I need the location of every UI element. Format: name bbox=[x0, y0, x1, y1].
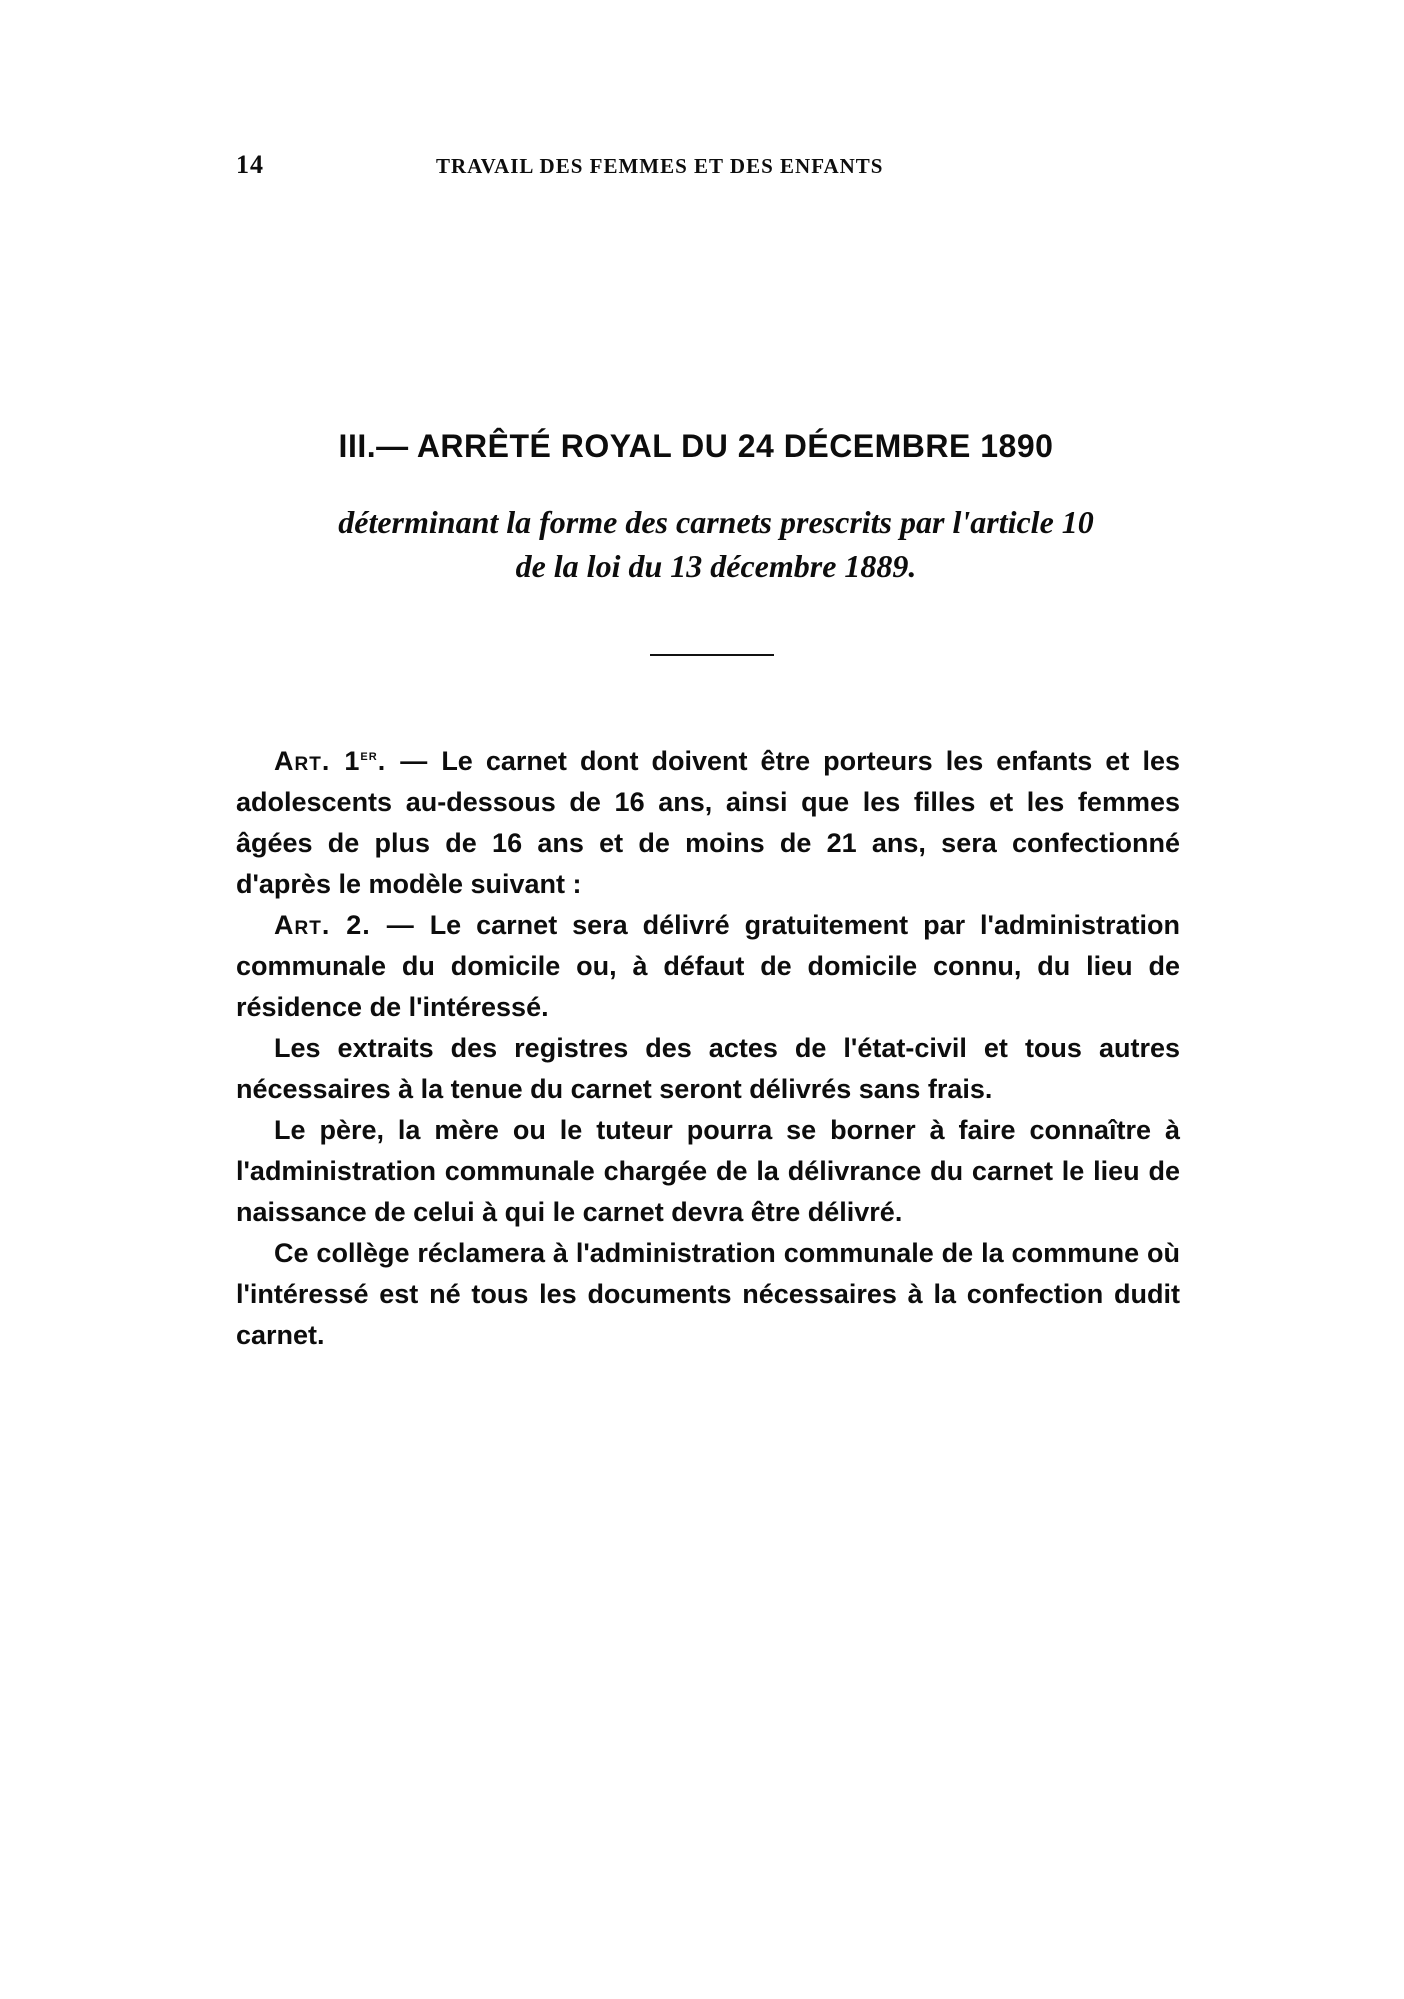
article-1 bbox=[236, 735, 1180, 905]
running-head bbox=[236, 150, 996, 186]
paragraph-college: Ce collège réclamera à l'administration communale de la commune où l'intéressé est né tous les documents nécessaires à la confection dudit carnet. bbox=[236, 1238, 1180, 1350]
subtitle-line-1: déterminant la forme des carnets prescrits par l'article 10 bbox=[338, 504, 1094, 540]
page-number: 14 bbox=[236, 150, 264, 179]
running-title: TRAVAIL DES FEMMES ET DES ENFANTS bbox=[436, 154, 884, 178]
article-1-label: Art. 1er. — bbox=[274, 746, 429, 776]
section-divider bbox=[650, 654, 774, 656]
section-title: III.— ARRÊTÉ ROYAL DU 24 DÉCEMBRE 1890 bbox=[338, 428, 1054, 464]
article-2-label: Art. 2. — bbox=[274, 910, 415, 940]
paragraph-extraits: Les extraits des registres des actes de l'état-civil et tous autres nécessaires à la tenue du carnet seront délivrés sans frais. bbox=[236, 1033, 1180, 1104]
paragraph-pere: Le père, la mère ou le tuteur pourra se borner à faire connaître à l'administration communale chargée de la délivrance du carnet le lieu de naissance de celui à qui le carnet devra être délivré. bbox=[236, 1115, 1180, 1227]
section-subtitle bbox=[236, 500, 1196, 588]
article-2-text: Le carnet sera délivré gratuitement par l'administration communale du domicile ou, à défaut de domicile connu, du lieu de résidence de l'intéressé. bbox=[236, 910, 1180, 1022]
article-2 bbox=[236, 905, 1180, 1028]
article-1-text: Le carnet dont doivent être porteurs les enfants et les adolescents au-dessous de 16 ans, ainsi que les filles et les femmes âgées de plus de 16 ans et de moins de 21 ans, sera confectionné d'après le modèle suivant : bbox=[236, 746, 1180, 899]
article-body bbox=[236, 735, 1180, 1356]
subtitle-line-2: de la loi du 13 décembre 1889. bbox=[515, 548, 917, 584]
